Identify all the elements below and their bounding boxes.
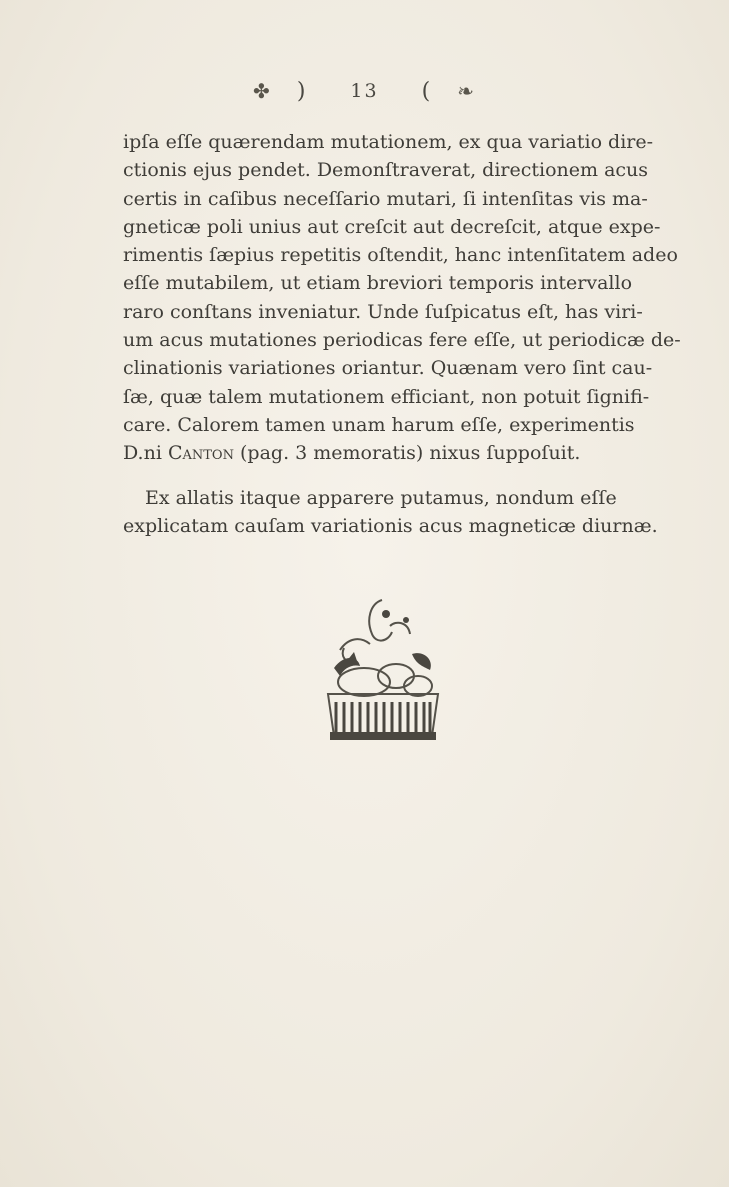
paragraph-2: [123, 484, 658, 541]
paragraph-1: [123, 128, 681, 468]
page-number: 13: [350, 80, 379, 102]
text-line: ctionis ejus pendet. Demonſtraverat, directionem acus: [123, 159, 649, 182]
text-line: explicatam cauſam variationis acus magneticæ diurnæ.: [123, 514, 658, 537]
text-line: certis in caſibus neceſſario mutari, ſi intenſitas vis ma-: [123, 187, 648, 210]
text-line: clinationis variationes oriantur. Quænam vero ſint cau-: [123, 357, 653, 380]
text-prefix: D.ni: [123, 442, 168, 465]
left-ornament: ✤: [253, 79, 272, 103]
basket-vignette-ornament: [300, 590, 460, 750]
running-header: [0, 78, 729, 104]
text-suffix: (pag. 3 memoratis) nixus ſuppoſuit.: [233, 442, 581, 465]
text-line: raro conſtans inveniatur. Unde ſuſpicatus eſt, has viri-: [123, 300, 643, 323]
header-paren-open: (: [421, 78, 433, 104]
text-line: rimentis ſæpius repetitis oſtendit, hanc intenſitatem adeo: [123, 244, 678, 267]
text-line: eſſe mutabilem, ut etiam breviori temporis intervallo: [123, 272, 633, 295]
text-line: gneticæ poli unius aut creſcit aut decreſcit, atque expe-: [123, 215, 661, 238]
text-line-last: [123, 439, 613, 467]
header-paren-close: ): [296, 78, 308, 104]
text-line: um acus mutationes periodicas fere eſſe, ut periodicæ de-: [123, 329, 681, 352]
text-line: ſæ, quæ talem mutationem efficiant, non potuit ſignifi-: [123, 385, 650, 408]
text-line: ipſa eſſe quærendam mutationem, ex qua variatio dire-: [123, 131, 654, 153]
text-line: Ex allatis itaque apparere putamus, nondum eſſe: [145, 486, 617, 509]
right-ornament: ❧: [457, 79, 476, 103]
text-line: care. Calorem tamen unam harum eſſe, experimentis: [123, 413, 635, 436]
cited-author: Canton: [167, 442, 234, 465]
body-text: [123, 128, 681, 540]
